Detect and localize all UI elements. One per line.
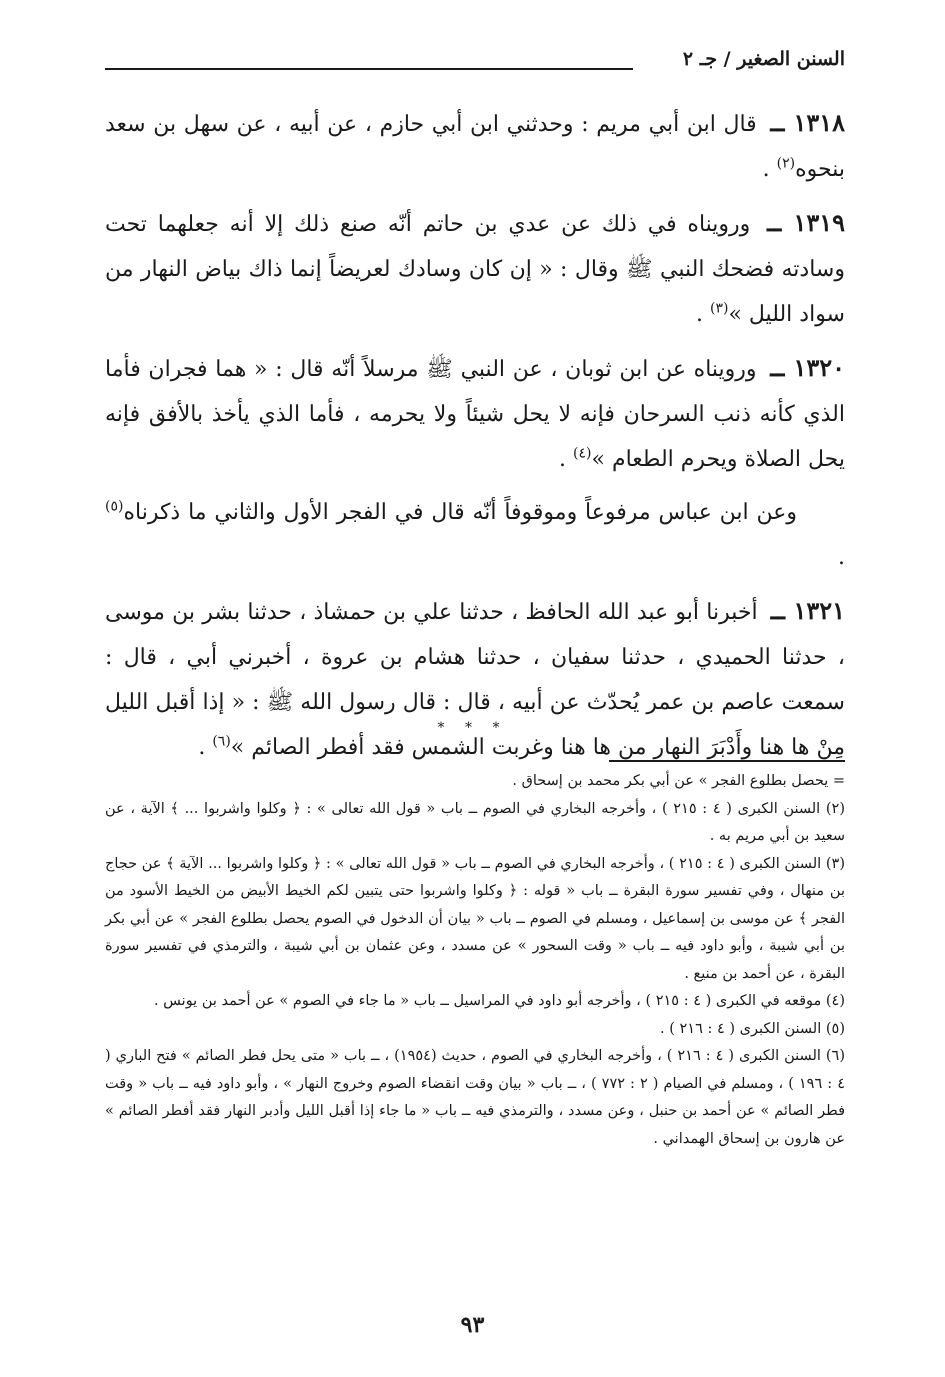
hadith-number: ١٣٢٠ ــ <box>770 353 845 382</box>
section-separator: * * * <box>437 720 508 736</box>
footnote: (٢) السنن الكبرى ( ٤ : ٢١٥ ) ، وأخرجه البخاري في الصوم ــ باب « قول الله تعالى » : ﴿ وكلوا واشربوا ... ﴾ الآية ، عن سعيد بن أبي مريم به . <box>105 800 845 844</box>
hadith-text: ورويناه عن ابن ثوبان ، عن النبي ﷺ مرسلاً أنّه قال : « هما فجران فأما الذي كأنه ذنب السرحان فإنه لا يحل شيئاً ولا يحرمه ، فأما الذي يأخذ بالأفق فإنه يحل الصلاة ويحرم الطعام » <box>105 357 845 472</box>
sentence-end: . <box>762 157 777 182</box>
hadith-entry <box>105 588 845 770</box>
footnote-ref[interactable]: (٤) <box>573 445 592 462</box>
footnote-ref[interactable]: (٢) <box>776 155 796 172</box>
commentary-paragraph <box>105 490 845 580</box>
hadith-number: ١٣١٩ ــ <box>767 208 845 237</box>
footnote: (٥) السنن الكبرى ( ٤ : ٢١٦ ) . <box>660 1020 845 1037</box>
hadith-text: ورويناه في ذلك عن عدي بن حاتم أنّه صنع ذلك إلا أنه جعلهما تحت وسادته فضحك النبي ﷺ وقال : « إن كان وسادك لعريضاً إنما ذاك بياض النهار من سواد الليل » <box>105 212 845 327</box>
footnote: (٣) السنن الكبرى ( ٤ : ٢١٥ ) ، وأخرجه البخاري في الصوم ــ باب « قول الله تعالى » : ﴿ وكلوا واشربوا ... الآية ﴾ عن حجاج بن منهال ، وفي تفسير سورة البقرة ــ باب « قوله : ﴿ وكلوا واشربوا حتى يتبين لكم الخيط الأبيض من الخيط الأسود من الفجر ﴾ عن موسى بن إسماعيل ، ومسلم في الصوم ــ باب « بيان أن الدخول في الصوم يحصل بطلوع الفجر » عن أبي بكر بن أبي شيبة ، وأبو داود فيه ــ باب « وقت السحور » عن مسدد ، وعن عثمان بن أبي شيبة ، والترمذي في تفسير سورة البقرة ، عن أحمد بن منيع . <box>105 855 845 982</box>
hadith-text: أخبرنا أبو عبد الله الحافظ ، حدثنا علي بن حمشاذ ، حدثنا بشر بن موسى ، حدثنا الحميدي ، حدثنا سفيان ، حدثنا هشام بن عروة ، أخبرني أبي ، قال : سمعت عاصم بن عمر يُحدّث عن أبيه ، قال : قال رسول الله ﷺ : « إذا أقبل الليل مِنْ ها هنا وأَدْبَرَ النهار من ها هنا وغربت الشمس فقد أفطر الصائم » <box>105 600 845 760</box>
sentence-end: . <box>695 302 710 327</box>
footnote-rule <box>609 760 845 762</box>
hadith-entry <box>105 200 845 337</box>
header-rule <box>105 68 633 70</box>
footnote-ref[interactable]: (٣) <box>709 300 729 317</box>
hadith-number: ١٣٢١ ــ <box>770 596 846 625</box>
footnote: (٦) السنن الكبرى ( ٤ : ٢١٦ ) ، وأخرجه البخاري في الصوم ، حديث (١٩٥٤) ، ــ باب « متى يحل فطر الصائم » فتح الباري ( ٤ : ١٩٦ ) ، ومسلم في الصيام ( ٢ : ٧٧٢ ) ، ــ باب « بيان وقت انقضاء الصوم وخروج النهار » ، وأبو داود فيه ــ باب « وقت فطر الصائم » عن أحمد بن حنبل ، وعن مسدد ، والترمذي فيه ــ باب « ما جاء إذا أقبل الليل وأدبر النهار فقد أفطر الصائم » عن هارون بن إسحاق الهمداني . <box>105 1048 846 1147</box>
footnote: (٤) موقعه في الكبرى ( ٤ : ٢١٥ ) ، وأخرجه أبو داود في المراسيل ــ باب « ما جاء في الصوم » عن أحمد بن يونس . <box>153 993 845 1009</box>
running-header <box>105 48 845 84</box>
hadith-text: قال ابن أبي مريم : وحدثني ابن أبي حازم ، عن أبيه ، عن سهل بن سعد بنحوه <box>105 112 845 182</box>
hadith-entry <box>105 100 845 192</box>
hadith-entry <box>105 345 845 482</box>
footnote-ref[interactable]: (٥) <box>105 498 124 515</box>
commentary-text: وعن ابن عباس مرفوعاً وموقوفاً أنّه قال في الفجر الأول والثاني ما ذكرناه <box>123 500 797 525</box>
page-number: ٩٣ <box>460 1312 485 1338</box>
sentence-end: . <box>838 545 845 570</box>
footnote: = يحصل بطلوع الفجر » عن أبي بكر محمد بن إسحاق . <box>512 773 845 789</box>
sentence-end: . <box>198 735 213 760</box>
footnotes <box>105 768 845 1153</box>
main-text <box>105 100 845 778</box>
hadith-number: ١٣١٨ ــ <box>770 108 846 137</box>
header-title: السنن الصغير / جـ ٢ <box>682 48 845 70</box>
footnote-ref[interactable]: (٦) <box>212 733 231 750</box>
sentence-end: . <box>559 447 574 472</box>
